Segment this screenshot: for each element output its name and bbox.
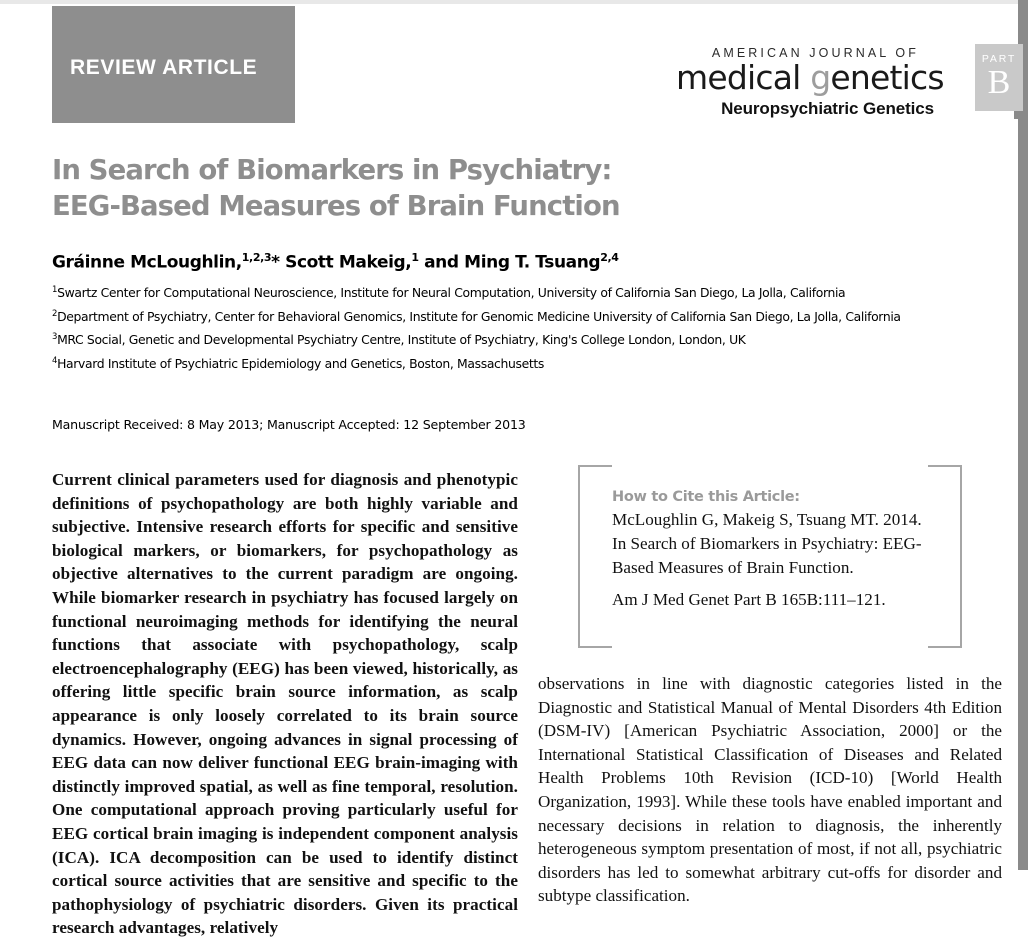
journal-name-part1: medical <box>676 58 811 97</box>
affiliation-marker: 4 <box>52 355 58 366</box>
review-article-label: REVIEW ARTICLE <box>70 56 258 79</box>
cite-box-reference: McLoughlin G, Makeig S, Tsuang MT. 2014. In Search of Biomarkers in Psychiatry: EEG-Based Measures of Brain Function. <box>612 510 922 577</box>
affiliation-marker: 1 <box>52 285 58 295</box>
affiliation-text: Swartz Center for Computational Neuroscience, Institute for Neural Computation, University of California San Diego, La Jolla, California <box>57 285 846 301</box>
part-badge-letter: B <box>987 64 1011 101</box>
abstract-text: Current clinical parameters used for diagnosis and phenotypic definitions of psychopathology are both highly variable and subjective. Intensive research efforts for specific and sensitive biological markers, or biomarkers, for psychopathology as objective alternatives to the current paradigm are ongoing. While biomarker research in psychiatry has focused largely on functional neuroimaging methods for identifying the neural functions that associate with psychopathology, scalp electroencephalography (EEG) has been viewed, historically, as offering little specific brain source information, as scalp appearance is only loosely correlated to its brain source dynamics. However, ongoing advances in signal processing of EEG data can now deliver functional EEG brain-imaging with distinctly improved spatial, as well as fine temporal, resolution. One computational approach proving particularly useful for EEG cortical brain imaging is independent component analysis (ICA). ICA decomposition can be used to identify distinct cortical source activities that are sensitive and specific to the pathophysiology of psychiatric disorders. Given its practical research advantages, relatively <box>52 470 518 938</box>
page-title <box>52 152 752 224</box>
affiliation-text: MRC Social, Genetic and Developmental Psychiatry Centre, Institute of Psychiatry, King's College London, London, UK <box>57 332 746 348</box>
affiliation-item <box>52 305 990 327</box>
affiliation-marker: 3 <box>52 332 58 343</box>
cite-box-source: Am J Med Genet Part B 165B:111–121. <box>612 590 886 609</box>
manuscript-dates: Manuscript Received: 8 May 2013; Manuscript Accepted: 12 September 2013 <box>52 417 526 432</box>
cite-box-content <box>612 489 928 612</box>
affiliation-item <box>52 281 990 303</box>
how-to-cite-box <box>578 465 962 648</box>
author-list: Gráinne McLoughlin,$^{1,2,3}$* Scott Makeig,$^1$ and Ming T. Tsuang$^{2,4}$ <box>52 251 619 273</box>
article-title-line-1: In Search of Biomarkers in Psychiatry: <box>52 154 612 186</box>
introduction-text: observations in line with diagnostic categories listed in the Diagnostic and Statistical Manual of Mental Disorders 4th Edition (DSM-IV) [American Psychiatric Association, 2000] or the International Statistical Classification of Diseases and Related Health Problems 10th Revision (ICD-10) [World Health Organization, 1993]. While these tools have enabled important and necessary decisions in relation to diagnosis, the inherently heterogeneous symptom presentation of most, if not all, psychiatric disorders has led to somewhat arbitrary cut-offs for disorder and subtype classification. <box>538 674 1002 906</box>
journal-subtitle: Neuropsychiatric Genetics <box>721 99 934 118</box>
journal-name-part2: enetics <box>830 58 944 97</box>
cite-box-right-bracket <box>928 465 962 648</box>
cite-box-heading: How to Cite this Article: <box>612 489 800 505</box>
page-top-rule <box>0 0 1028 4</box>
journal-kicker: AMERICAN JOURNAL OF <box>711 46 919 60</box>
part-badge <box>975 44 1023 111</box>
journal-logo <box>676 46 981 120</box>
affiliation-item <box>52 352 990 374</box>
affiliation-marker: 2 <box>52 308 58 319</box>
page-right-edge-rule <box>1018 0 1028 870</box>
journal-name <box>676 60 981 96</box>
part-badge-label: PART <box>981 53 1017 65</box>
affiliation-text: Harvard Institute of Psychiatric Epidemiology and Genetics, Boston, Massachusetts <box>57 356 545 371</box>
affiliation-item <box>52 328 990 350</box>
article-title-line-2: EEG-Based Measures of Brain Function <box>52 190 620 222</box>
cite-box-left-bracket <box>578 465 612 648</box>
affiliation-list <box>52 281 990 376</box>
review-article-banner <box>52 6 295 123</box>
journal-name-g: g <box>810 58 831 97</box>
affiliation-text: Department of Psychiatry, Center for Behavioral Genomics, Institute for Genomic Medicine University of California San Diego, La Jolla, California <box>57 308 901 324</box>
